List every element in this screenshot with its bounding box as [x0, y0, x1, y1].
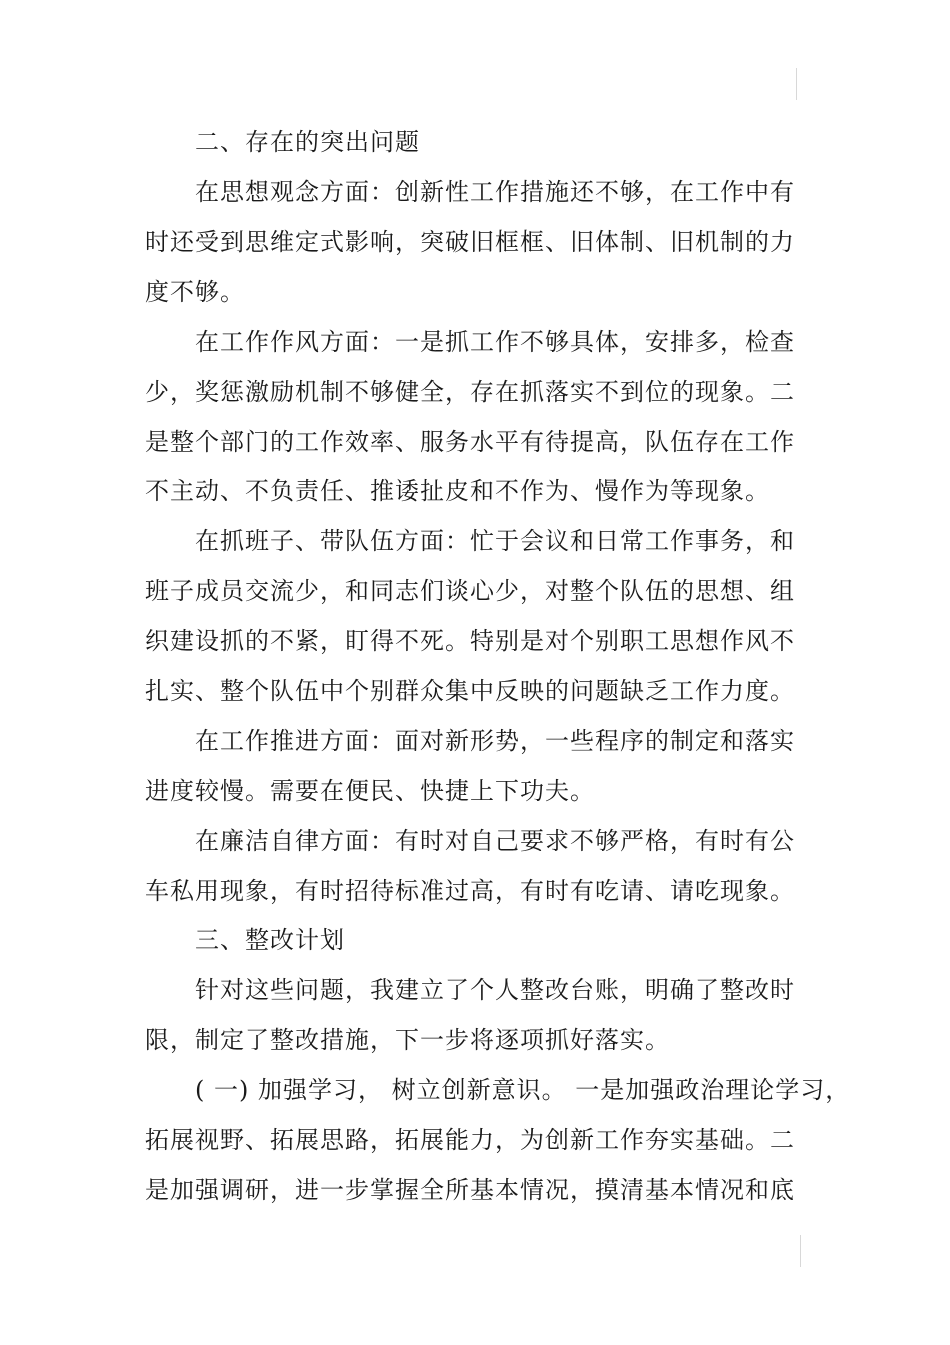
paragraph-line: 织建设抓的不紧，盯得不死。特别是对个别职工思想作风不	[145, 627, 795, 655]
paragraph-line: 在思想观念方面：创新性工作措施还不够，在工作中有	[195, 178, 795, 206]
paragraph-line: 拓展视野、拓展思路，拓展能力，为创新工作夯实基础。二	[145, 1126, 795, 1154]
paragraph-line: 在廉洁自律方面：有时对自己要求不够严格，有时有公	[195, 827, 795, 855]
paragraph-line: 在工作作风方面：一是抓工作不够具体，安排多，检查	[195, 328, 795, 356]
paragraph-line: 是加强调研，进一步掌握全所基本情况，摸清基本情况和底	[145, 1176, 795, 1204]
page-edge-mark-bottom	[800, 1235, 801, 1267]
paragraph-line: 扎实、整个队伍中个别群众集中反映的问题缺乏工作力度。	[145, 677, 795, 705]
paragraph-line: 是整个部门的工作效率、服务水平有待提高，队伍存在工作	[145, 428, 795, 456]
paragraph-line: 度不够。	[145, 278, 245, 306]
section-heading-plan: 三、整改计划	[195, 926, 345, 954]
paragraph-line: ( 一) 加强学习， 树立创新意识。 一是加强政治理论学习，	[195, 1076, 851, 1104]
paragraph-line: 不主动、不负责任、推诿扯皮和不作为、慢作为等现象。	[145, 477, 770, 505]
paragraph-line: 车私用现象，有时招待标准过高，有时有吃请、请吃现象。	[145, 877, 795, 905]
paragraph-line: 少，奖惩激励机制不够健全，存在抓落实不到位的现象。二	[145, 378, 795, 406]
paragraph-line: 进度较慢。需要在便民、快捷上下功夫。	[145, 777, 595, 805]
section-heading-problems: 二、存在的突出问题	[195, 128, 420, 156]
paragraph-line: 时还受到思维定式影响，突破旧框框、旧体制、旧机制的力	[145, 228, 795, 256]
page-edge-mark-top	[796, 68, 797, 100]
paragraph-line: 针对这些问题，我建立了个人整改台账，明确了整改时	[195, 976, 795, 1004]
paragraph-line: 限，制定了整改措施，下一步将逐项抓好落实。	[145, 1026, 670, 1054]
paragraph-line: 班子成员交流少，和同志们谈心少，对整个队伍的思想、组	[145, 577, 795, 605]
paragraph-line: 在抓班子、带队伍方面：忙于会议和日常工作事务，和	[195, 527, 795, 555]
paragraph-line: 在工作推进方面：面对新形势，一些程序的制定和落实	[195, 727, 795, 755]
